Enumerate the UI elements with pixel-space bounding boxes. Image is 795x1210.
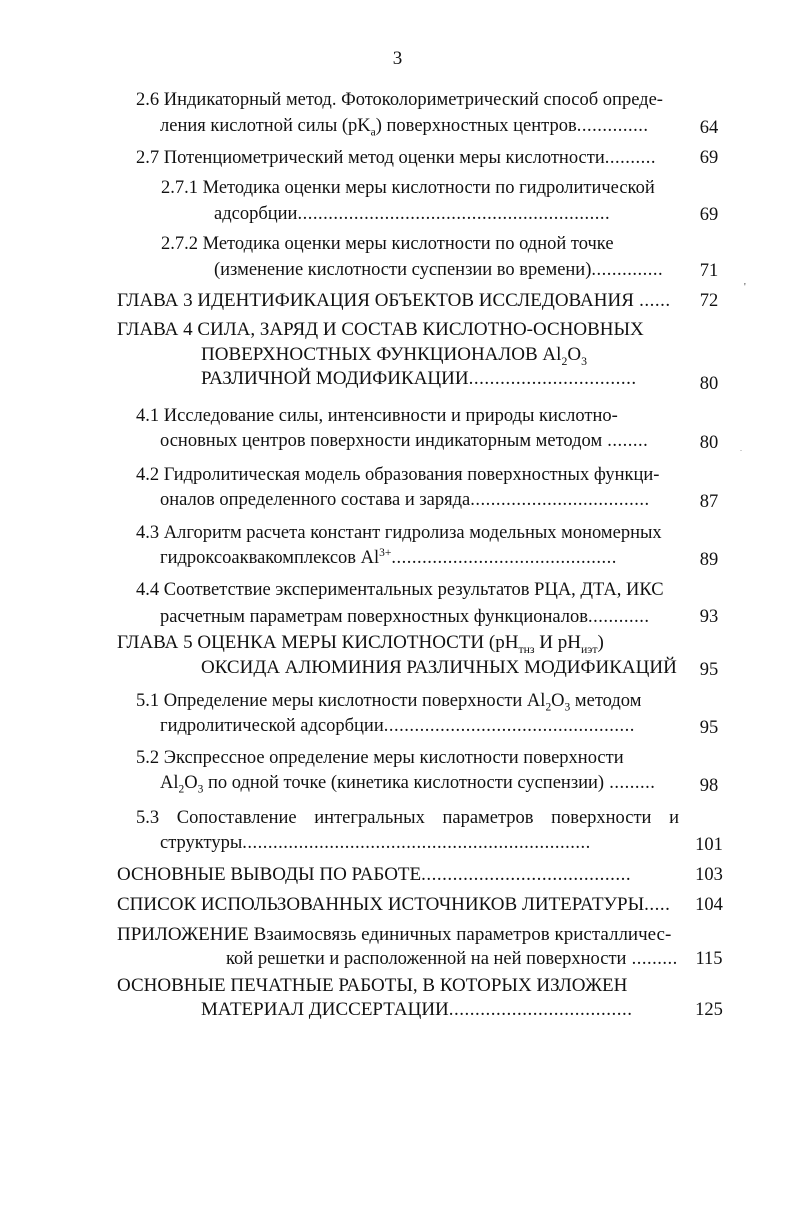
toc-chapter-4-line3: РАЗЛИЧНОЙ МОДИФИКАЦИИ................................ <box>201 368 637 389</box>
page-number: 3 <box>392 48 403 69</box>
toc-page-appendix: 115 <box>695 949 723 969</box>
scan-mark: ' <box>744 282 746 293</box>
toc-references: СПИСОК ИСПОЛЬЗОВАННЫХ ИСТОЧНИКОВ ЛИТЕРАТУРЫ..... <box>117 894 671 915</box>
toc-entry-5-2-cont: $Al_2O_3$ по одной точке (кинетика кислотности суспензии) ......... <box>160 773 656 796</box>
toc-entry-2-7-1-cont: адсорбции............................................................. <box>214 204 611 224</box>
toc-page-2-6: 64 <box>699 118 719 138</box>
toc-chapter-5: ГЛАВА 5 ОЦЕНКА МЕРЫ КИСЛОТНОСТИ ($pH_{тнз}$ И $pH_{иэт}$) <box>117 632 604 656</box>
toc-chapter-5-line2: ОКСИДА АЛЮМИНИЯ РАЗЛИЧНЫХ МОДИФИКАЦИЙ <box>201 657 677 678</box>
toc-page-chapter-3: 72 <box>699 291 719 311</box>
toc-publications: ОСНОВНЫЕ ПЕЧАТНЫЕ РАБОТЫ, В КОТОРЫХ ИЗЛОЖЕН <box>117 975 628 996</box>
toc-entry-4-3: 4.3 Алгоритм расчета констант гидролиза модельных мономерных <box>136 523 662 543</box>
toc-page-4-4: 93 <box>699 607 719 627</box>
toc-entry-4-4-cont: расчетным параметрам поверхностных функционалов............ <box>160 607 650 627</box>
toc-page-5-2: 98 <box>699 776 719 796</box>
toc-page-2-7: 69 <box>699 148 719 168</box>
toc-chapter-4: ГЛАВА 4 СИЛА, ЗАРЯД И СОСТАВ КИСЛОТНО-ОСНОВНЫХ <box>117 319 644 340</box>
toc-entry-2-7-1: 2.7.1 Методика оценки меры кислотности по гидролитической <box>161 178 655 198</box>
toc-entry-5-3-cont: структуры.................................................................... <box>160 833 591 853</box>
toc-page-2-7-2: 71 <box>699 261 719 281</box>
toc-page-references: 104 <box>695 895 723 915</box>
toc-appendix-cont: кой решетки и расположенной на ней поверхности ......... <box>226 949 678 969</box>
toc-entry-5-1-cont: гидролитической адсорбции................................................. <box>160 716 635 736</box>
toc-publications-cont: МАТЕРИАЛ ДИССЕРТАЦИИ................................... <box>201 999 633 1020</box>
toc-entry-5-1: 5.1 Определение меры кислотности поверхности $Al_2O_3$ методом <box>136 691 642 714</box>
toc-entry-2-6-cont: ления кислотной силы $(pK_а)$ поверхностных центров.............. <box>160 116 649 139</box>
toc-entry-4-1-cont: основных центров поверхности индикаторным методом ........ <box>160 431 649 451</box>
toc-conclusions: ОСНОВНЫЕ ВЫВОДЫ ПО РАБОТЕ........................................ <box>117 864 632 885</box>
toc-page-5-1: 95 <box>699 718 719 738</box>
toc-chapter-4-line2: ПОВЕРХНОСТНЫХ ФУНКЦИОНАЛОВ $Al_2O_3$ <box>201 344 587 368</box>
toc-page-2-7-1: 69 <box>699 205 719 225</box>
toc-appendix: ПРИЛОЖЕНИЕ Взаимосвязь единичных параметров кристалличес- <box>117 924 672 945</box>
toc-entry-4-3-cont: гидроксоаквакомплексов $Al^{3+}$............................................ <box>160 546 617 568</box>
toc-entry-4-1: 4.1 Исследование силы, интенсивности и природы кислотно- <box>136 406 618 426</box>
toc-entry-5-2: 5.2 Экспрессное определение меры кислотности поверхности <box>136 748 624 768</box>
toc-page-5-3: 101 <box>695 835 723 855</box>
toc-chapter-3: ГЛАВА 3 ИДЕНТИФИКАЦИЯ ОБЪЕКТОВ ИССЛЕДОВАНИЯ ...... <box>117 290 671 311</box>
toc-page-4-1: 80 <box>699 433 719 453</box>
toc-entry-4-4: 4.4 Соответствие экспериментальных результатов РЦА, ДТА, ИКС <box>136 580 664 600</box>
toc-entry-2-7: 2.7 Потенциометрический метод оценки меры кислотности.......... <box>136 148 656 168</box>
toc-page-4-3: 89 <box>699 550 719 570</box>
toc-page-chapter-4: 80 <box>699 374 719 394</box>
toc-entry-5-3: 5.3 Сопоставление интегральных параметров поверхности и <box>136 808 679 828</box>
toc-entry-4-2: 4.2 Гидролитическая модель образования поверхностных функци- <box>136 465 660 485</box>
scan-mark-2: . <box>740 444 742 453</box>
toc-entry-2-6: 2.6 Индикаторный метод. Фотоколориметрический способ опреде- <box>136 90 663 110</box>
toc-page-4-2: 87 <box>699 492 719 512</box>
toc-page-conclusions: 103 <box>695 865 723 885</box>
toc-page-chapter-5: 95 <box>699 660 719 680</box>
toc-entry-2-7-2-cont: (изменение кислотности суспензии во времени).............. <box>214 260 664 280</box>
toc-entry-4-2-cont: оналов определенного состава и заряда................................... <box>160 490 650 510</box>
toc-page-publications: 125 <box>695 1000 723 1020</box>
toc-entry-2-7-2: 2.7.2 Методика оценки меры кислотности по одной точке <box>161 234 614 254</box>
